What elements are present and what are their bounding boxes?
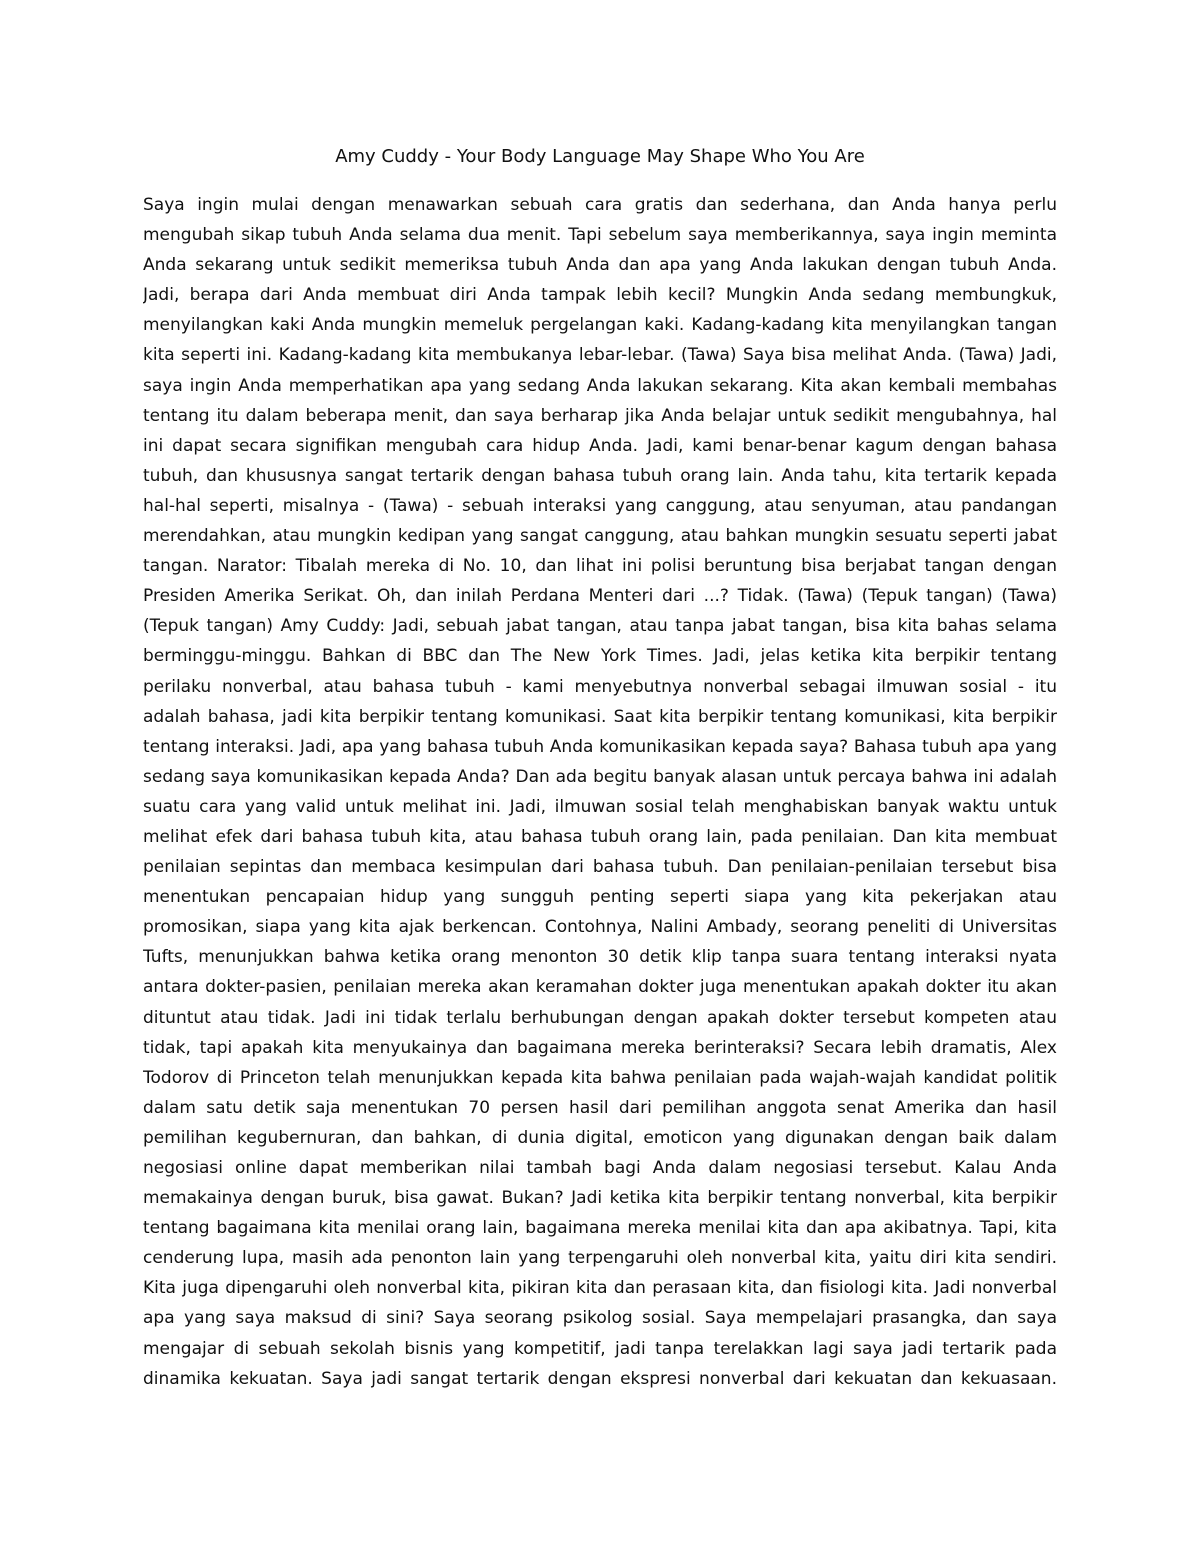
paragraph-line: memakainya dengan buruk, bisa gawat. Bukan? Jadi ketika kita berpikir tentang nonverbal, kita berpikir (143, 1188, 1057, 1209)
paragraph-line: Todorov di Princeton telah menunjukkan kepada kita bahwa penilaian pada wajah-wajah kandidat politik (143, 1067, 1057, 1088)
paragraph-line: promosikan, siapa yang kita ajak berkencan. Contohnya, Nalini Ambady, seorang peneliti di Universitas (143, 917, 1057, 938)
paragraph-line: Tufts, menunjukkan bahwa ketika orang menonton 30 detik klip tanpa suara tentang interaksi nyata (143, 947, 1057, 968)
paragraph-line: tentang interaksi. Jadi, apa yang bahasa tubuh Anda komunikasikan kepada saya? Bahasa tubuh apa yang (143, 736, 1057, 757)
paragraph-line: antara dokter-pasien, penilaian mereka akan keramahan dokter juga menentukan apakah dokter itu akan (143, 977, 1057, 998)
paragraph-line: mengubah sikap tubuh Anda selama dua menit. Tapi sebelum saya memberikannya, saya ingin meminta (143, 225, 1057, 246)
paragraph-line: negosiasi online dapat memberikan nilai tambah bagi Anda dalam negosiasi tersebut. Kalau Anda (143, 1158, 1057, 1178)
paragraph-line: tidak, tapi apakah kita menyukainya dan bagaimana mereka berinteraksi? Secara lebih dramatis, Alex (143, 1037, 1057, 1058)
paragraph-line: berminggu-minggu. Bahkan di BBC dan The New York Times. Jadi, jelas ketika kita berpikir tentang (143, 646, 1057, 667)
paragraph-line: melihat efek dari bahasa tubuh kita, atau bahasa tubuh orang lain, pada penilaian. Dan kita membuat (143, 826, 1057, 847)
paragraph-line: Saya ingin mulai dengan menawarkan sebuah cara gratis dan sederhana, dan Anda hanya perlu (143, 195, 1057, 215)
paragraph-line: sedang saya komunikasikan kepada Anda? Dan ada begitu banyak alasan untuk percaya bahwa ini adalah (143, 766, 1057, 787)
paragraph-line: saya ingin Anda memperhatikan apa yang sedang Anda lakukan sekarang. Kita akan kembali membahas (143, 375, 1057, 396)
paragraph-line: menentukan pencapaian hidup yang sungguh penting seperti siapa yang kita pekerjakan atau (143, 887, 1057, 908)
paragraph-line: merendahkan, atau mungkin kedipan yang sangat canggung, atau bahkan mungkin sesuatu seperti jabat (143, 526, 1057, 547)
paragraph-line: pemilihan kegubernuran, dan bahkan, di dunia digital, emoticon yang digunakan dengan baik dalam (143, 1127, 1057, 1148)
paragraph-line: hal-hal seperti, misalnya - (Tawa) - sebuah interaksi yang canggung, atau senyuman, atau pandangan (143, 495, 1057, 516)
paragraph-line: Jadi, berapa dari Anda membuat diri Anda tampak lebih kecil? Mungkin Anda sedang membungkuk, (143, 285, 1057, 306)
paragraph-line: tangan. Narator: Tibalah mereka di No. 10, dan lihat ini polisi beruntung bisa berjabat tangan dengan (143, 556, 1057, 577)
paragraph-line: cenderung lupa, masih ada penonton lain yang terpengaruhi oleh nonverbal kita, yaitu diri kita sendiri. (143, 1248, 1057, 1269)
paragraph-line: perilaku nonverbal, atau bahasa tubuh - kami menyebutnya nonverbal sebagai ilmuwan sosial - itu (143, 676, 1057, 697)
paragraph-line: tentang bagaimana kita menilai orang lain, bagaimana mereka menilai kita dan apa akibatnya. Tapi, kita (143, 1218, 1057, 1239)
paragraph-line: dituntut atau tidak. Jadi ini tidak terlalu berhubungan dengan apakah dokter tersebut kompeten atau (143, 1007, 1057, 1028)
document-body (143, 190, 1057, 1394)
paragraph-line: tentang itu dalam beberapa menit, dan saya berharap jika Anda belajar untuk sedikit mengubahnya, hal (143, 405, 1057, 426)
paragraph-line: kita seperti ini. Kadang-kadang kita membukanya lebar-lebar. (Tawa) Saya bisa melihat Anda. (Tawa) Jadi, (143, 345, 1057, 366)
paragraph-line: dalam satu detik saja menentukan 70 persen hasil dari pemilihan anggota senat Amerika dan hasil (143, 1097, 1057, 1118)
paragraph-line: penilaian sepintas dan membaca kesimpulan dari bahasa tubuh. Dan penilaian-penilaian tersebut bisa (143, 857, 1057, 878)
paragraph-line: ini dapat secara signifikan mengubah cara hidup Anda. Jadi, kami benar-benar kagum dengan bahasa (143, 435, 1057, 456)
paragraph-line: Kita juga dipengaruhi oleh nonverbal kita, pikiran kita dan perasaan kita, dan fisiologi kita. Jadi nonverbal (143, 1278, 1057, 1299)
document-title: Amy Cuddy - Your Body Language May Shape Who You Are (335, 146, 865, 167)
paragraph-line: suatu cara yang valid untuk melihat ini. Jadi, ilmuwan sosial telah menghabiskan banyak waktu untuk (143, 796, 1057, 817)
paragraph-line: Presiden Amerika Serikat. Oh, dan inilah Perdana Menteri dari ...? Tidak. (Tawa) (Tepuk tangan) (Tawa) (143, 586, 1057, 607)
paragraph-line: (Tepuk tangan) Amy Cuddy: Jadi, sebuah jabat tangan, atau tanpa jabat tangan, bisa kita bahas selama (143, 616, 1057, 637)
paragraph-line: Anda sekarang untuk sedikit memeriksa tubuh Anda dan apa yang Anda lakukan dengan tubuh Anda. (143, 255, 1057, 276)
paragraph-line: menyilangkan kaki Anda mungkin memeluk pergelangan kaki. Kadang-kadang kita menyilangkan tangan (143, 315, 1057, 336)
paragraph-line: adalah bahasa, jadi kita berpikir tentang komunikasi. Saat kita berpikir tentang komunikasi, kita berpikir (143, 706, 1057, 727)
paragraph-line: dinamika kekuatan. Saya jadi sangat tertarik dengan ekspresi nonverbal dari kekuatan dan kekuasaan. (143, 1368, 1057, 1389)
paragraph-line: tubuh, dan khususnya sangat tertarik dengan bahasa tubuh orang lain. Anda tahu, kita tertarik kepada (143, 465, 1057, 486)
paragraph-line: apa yang saya maksud di sini? Saya seorang psikolog sosial. Saya mempelajari prasangka, dan saya (143, 1308, 1057, 1329)
paragraph-line: mengajar di sebuah sekolah bisnis yang kompetitif, jadi tanpa terelakkan lagi saya jadi tertarik pada (143, 1338, 1057, 1359)
